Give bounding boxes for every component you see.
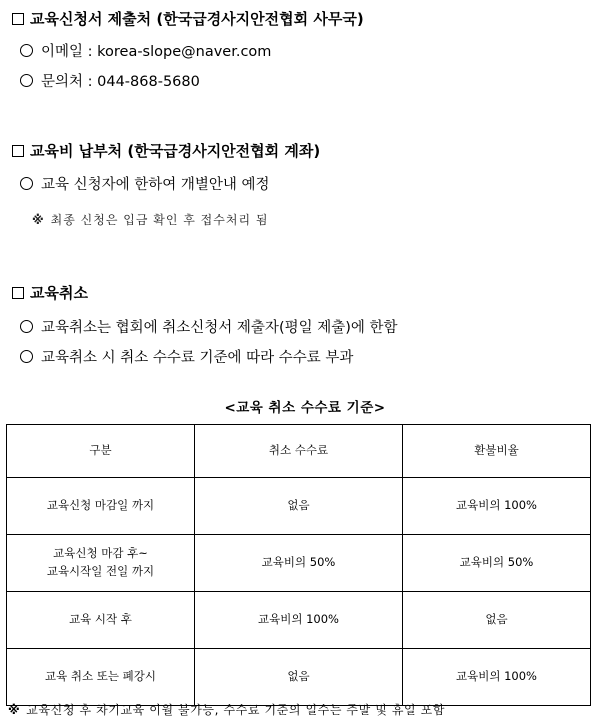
- circle-bullet-icon: [20, 74, 33, 87]
- section-heading-submission: [12, 8, 364, 29]
- bullet-email: [20, 40, 271, 61]
- circle-bullet-icon: [20, 177, 33, 190]
- checkbox-icon: [12, 13, 24, 25]
- header-fee: 취소 수수료: [195, 425, 403, 478]
- section-heading-text: 교육취소: [30, 284, 88, 302]
- bullet-cancel-condition: [20, 316, 398, 337]
- bullet-contact: [20, 70, 200, 91]
- cell-period: [7, 478, 195, 535]
- cancel-condition-text: 교육취소는 협회에 취소신청서 제출자(평일 제출)에 한함: [41, 320, 398, 336]
- footnote-text: 교육신청 후 차기교육 이월 불가능, 수수료 기준의 일수는 주말 및 휴일 포함: [26, 703, 446, 717]
- table-row: [7, 478, 591, 535]
- payment-note: [32, 211, 268, 228]
- table-row: [7, 649, 591, 706]
- contact-text: 문의처 : 044-868-5680: [41, 74, 200, 90]
- checkbox-icon: [12, 287, 24, 299]
- cell-period: [7, 535, 195, 592]
- payment-note-text: 최종 신청은 입금 확인 후 접수처리 됨: [50, 213, 269, 227]
- bullet-cancel-fee: [20, 346, 353, 367]
- email-text: 이메일 : korea-slope@naver.com: [41, 44, 272, 60]
- table-header-row: [7, 425, 591, 478]
- circle-bullet-icon: [20, 44, 33, 57]
- header-category: 구분: [7, 425, 195, 478]
- cell-fee: 없음: [195, 649, 403, 706]
- period-line: 교육신청 마감 후~: [53, 546, 148, 561]
- circle-bullet-icon: [20, 320, 33, 333]
- period-line: 교육신청 마감일 까지: [46, 498, 155, 513]
- cell-refund: 교육비의 100%: [403, 649, 591, 706]
- cell-fee: 교육비의 50%: [195, 535, 403, 592]
- table-caption: <교육 취소 수수료 기준>: [224, 400, 386, 416]
- period-line: 교육시작일 전일 까지: [46, 564, 155, 578]
- table-row: [7, 592, 591, 649]
- footnote-mark: ※: [8, 703, 21, 717]
- cancellation-fee-table: [6, 424, 591, 706]
- circle-bullet-icon: [20, 350, 33, 363]
- section-heading-payment: [12, 140, 320, 161]
- section-heading-cancellation: [12, 282, 88, 303]
- footnote: [8, 701, 445, 718]
- section-heading-text: 교육신청서 제출처 (한국급경사지안전협회 사무국): [30, 10, 364, 28]
- cell-period: [7, 649, 195, 706]
- cell-refund: 교육비의 50%: [403, 535, 591, 592]
- cell-refund: 교육비의 100%: [403, 478, 591, 535]
- section-heading-text: 교육비 납부처 (한국급경사지안전협회 계좌): [30, 142, 321, 160]
- cell-fee: 교육비의 100%: [195, 592, 403, 649]
- note-mark: ※: [32, 213, 45, 227]
- period-line: 교육 취소 또는 폐강시: [45, 669, 156, 684]
- header-refund: 환불비율: [403, 425, 591, 478]
- cell-refund: 없음: [403, 592, 591, 649]
- bullet-payment-info: [20, 173, 270, 194]
- period-line: 교육 시작 후: [69, 612, 132, 627]
- cell-fee: 없음: [195, 478, 403, 535]
- checkbox-icon: [12, 145, 24, 157]
- payment-info-text: 교육 신청자에 한하여 개별안내 예정: [41, 177, 270, 193]
- table-row: [7, 535, 591, 592]
- cell-period: [7, 592, 195, 649]
- cancel-fee-text: 교육취소 시 취소 수수료 기준에 따라 수수료 부과: [41, 350, 354, 366]
